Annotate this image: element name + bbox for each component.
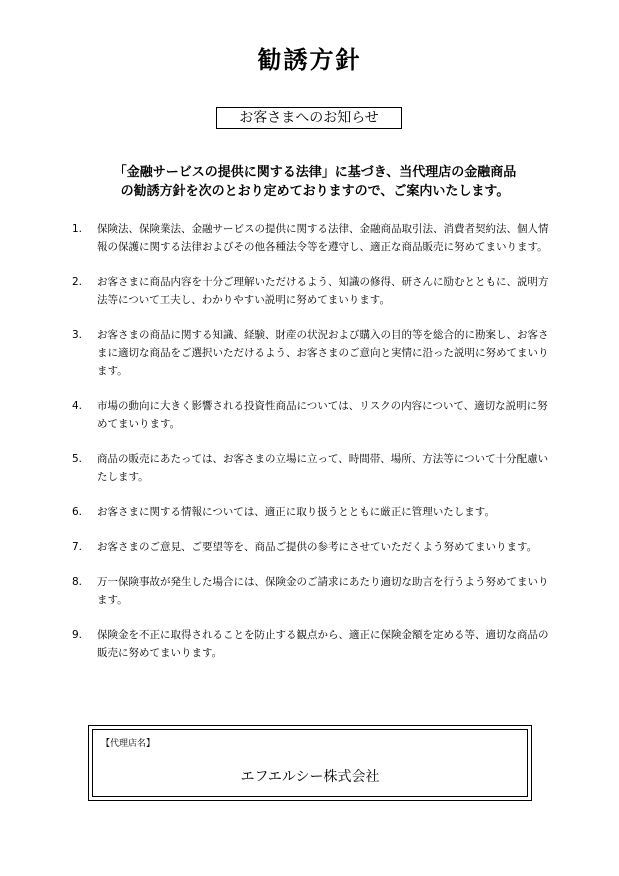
agent-name: エフエルシー株式会社 [240, 769, 380, 785]
policy-text: お客さまの商品に関する知識、経験、財産の状況および購入の目的等を総合的に勘案し、お客さまに適切な商品をご選択いただけるよう、お客さまのご意向と実情に沿った説明に努めてまいります。 [97, 329, 549, 377]
policy-item [72, 503, 550, 521]
page-title: 勧誘方針 [257, 46, 362, 74]
agent-box [88, 725, 532, 801]
policy-item [72, 220, 550, 256]
policy-number: 1. [72, 223, 83, 235]
policy-item [72, 273, 550, 309]
intro-text [60, 163, 570, 201]
policy-number: 4. [72, 400, 83, 412]
policy-text: 保険法、保険業法、金融サービスの提供に関する法律、金融商品取引法、消費者契約法、個人情報の保護に関する法律およびその他各種法令等を遵守し、適正な商品販売に努めてまいります。 [97, 223, 549, 253]
policy-number: 3. [72, 329, 83, 341]
policy-number: 5. [72, 453, 83, 465]
policy-number: 7. [72, 541, 83, 553]
policy-text: お客さまに商品内容を十分ご理解いただけるよう、知識の修得、研さんに励むとともに、説明方法等について工夫し、わかりやすい説明に努めてまいります。 [97, 276, 549, 306]
policy-text: 万一保険事故が発生した場合には、保険金のご請求にあたり適切な助言を行うよう努めてまいります。 [97, 576, 549, 606]
policy-number: 8. [72, 576, 83, 588]
policy-number: 2. [72, 276, 83, 288]
policy-item [72, 397, 550, 433]
policy-text: 市場の動向に大きく影響される投資性商品については、リスクの内容について、適切な説明に努めてまいります。 [97, 400, 548, 430]
policy-item [72, 626, 550, 662]
policy-text: 保険金を不正に取得されることを防止する観点から、適正に保険金額を定める等、適切な商品の販売に努めてまいります。 [97, 629, 549, 659]
policy-item [72, 573, 550, 609]
policy-text: お客さまのご意見、ご要望等を、商品ご提供の参考にさせていただくよう努めてまいります。 [97, 541, 538, 553]
policy-item [72, 450, 550, 486]
agent-label: 【代理店名】 [101, 739, 156, 749]
policy-text: お客さまに関する情報については、適正に取り扱うとともに厳正に管理いたします。 [97, 506, 495, 518]
policy-item [72, 538, 550, 556]
policy-number: 6. [72, 506, 83, 518]
notice-heading: お客さまへのお知らせ [216, 107, 402, 129]
intro-line-1: 「金融サービスの提供に関する法律」に基づき、当代理店の金融商品 [113, 165, 517, 180]
policy-item [72, 326, 550, 380]
agent-box-inner-border [92, 729, 528, 797]
policy-number: 9. [72, 629, 83, 641]
policy-text: 商品の販売にあたっては、お客さまの立場に立って、時間帯、場所、方法等について十分配慮いたします。 [97, 453, 549, 483]
policy-list [72, 220, 550, 679]
intro-line-2: の勧誘方針を次のとおり定めておりますので、ご案内いたします。 [120, 184, 510, 199]
